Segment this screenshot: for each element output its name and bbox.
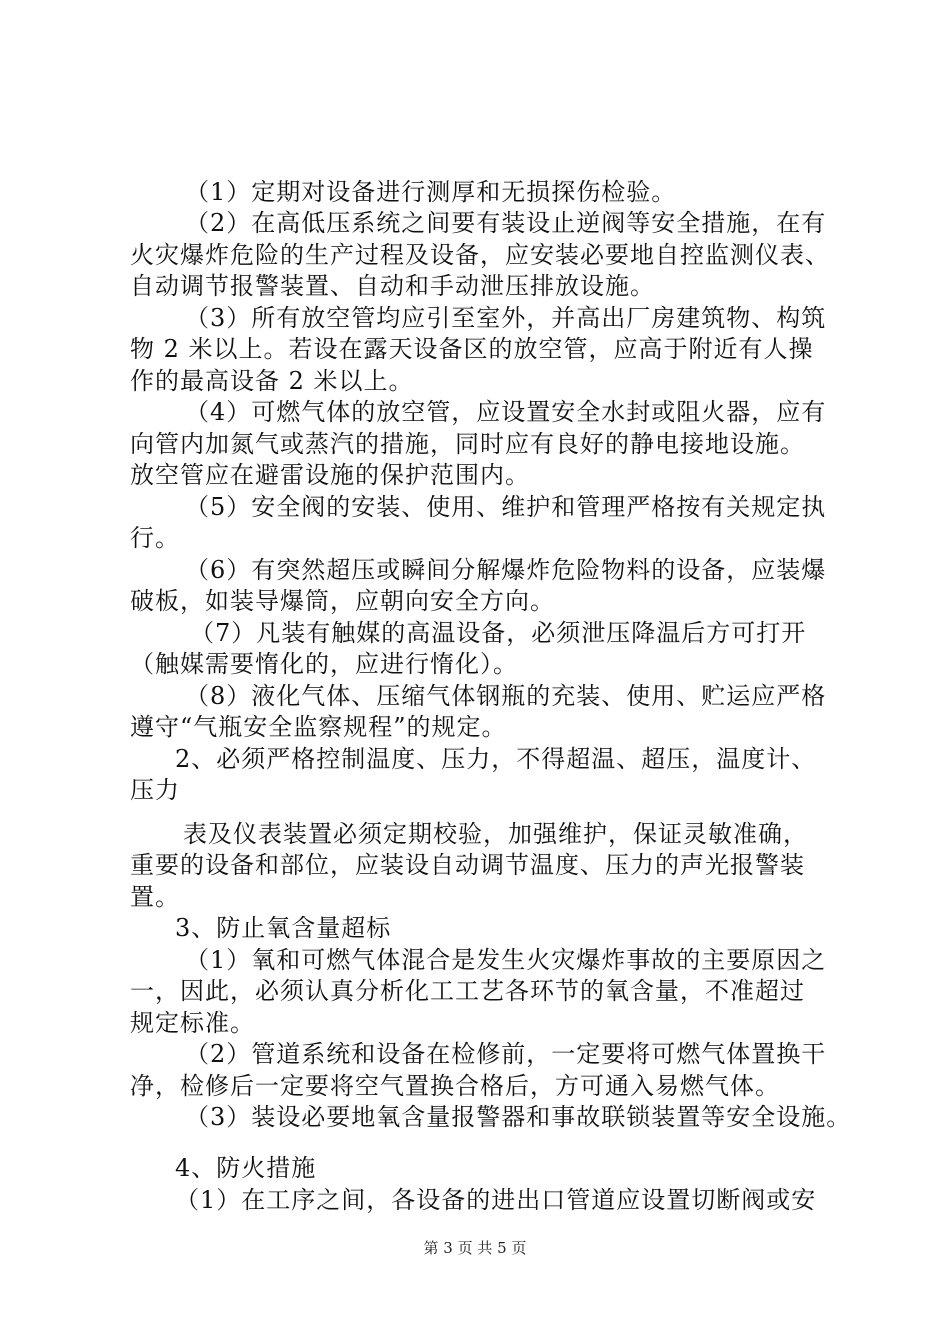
text-line: 遵守“气瓶安全监察规程”的规定。 bbox=[130, 713, 507, 741]
text-line: （2）管道系统和设备在检修前，一定要将可燃气体置换干 bbox=[185, 1040, 827, 1068]
text-line: （1）定期对设备进行测厚和无损探伤检验。 bbox=[185, 178, 677, 206]
text-line: 自动调节报警装置、自动和手动泄压排放设施。 bbox=[130, 272, 655, 300]
text-line: （4）可燃气体的放空管，应设置安全水封或阻火器，应有 bbox=[185, 398, 827, 426]
text-line: （6）有突然超压或瞬间分解爆炸危险物料的设备，应装爆 bbox=[185, 556, 827, 584]
text-line: 重要的设备和部位，应装设自动调节温度、压力的声光报警装 bbox=[130, 851, 805, 879]
text-line: 火灾爆炸危险的生产过程及设备，应安装必要地自控监测仪表、 bbox=[130, 241, 830, 269]
text-line: 净，检修后一定要将空气置换合格后，方可通入易燃气体。 bbox=[130, 1072, 780, 1100]
text-line: 压力 bbox=[130, 776, 180, 804]
text-line: 3、防止氧含量超标 bbox=[175, 914, 392, 942]
text-line: （3）装设必要地氧含量报警器和事故联锁装置等安全设施。 bbox=[185, 1103, 852, 1131]
text-line: 物 2 米以上。若设在露天设备区的放空管，应高于附近有人操 bbox=[130, 335, 814, 363]
text-line: （1）氧和可燃气体混合是发生火灾爆炸事故的主要原因之 bbox=[185, 946, 827, 974]
text-line: （3）所有放空管均应引至室外，并高出厂房建筑物、构筑 bbox=[185, 304, 827, 332]
text-line: （5）安全阀的安装、使用、维护和管理严格按有关规定执 bbox=[185, 493, 827, 521]
page-footer: 第 3 页 共 5 页 bbox=[423, 1239, 527, 1257]
text-line: 一，因此，必须认真分析化工工艺各环节的氧含量，不准超过 bbox=[130, 977, 805, 1005]
text-line: （7）凡装有触媒的高温设备，必须泄压降温后方可打开 bbox=[190, 619, 807, 647]
text-line: 置。 bbox=[130, 883, 180, 911]
text-line: （触媒需要惰化的，应进行惰化）。 bbox=[130, 650, 518, 678]
text-line: 4、防火措施 bbox=[175, 1154, 317, 1182]
text-line: 向管内加氮气或蒸汽的措施，同时应有良好的静电接地设施。 bbox=[130, 430, 805, 458]
text-line: 2、必须严格控制温度、压力，不得超温、超压，温度计、 bbox=[175, 745, 817, 773]
text-line: 行。 bbox=[130, 524, 180, 552]
text-line: 作的最高设备 2 米以上。 bbox=[130, 367, 414, 395]
text-line: 表及仪表装置必须定期校验，加强维护，保证灵敏准确， bbox=[183, 820, 808, 848]
text-line: （1）在工序之间，各设备的进出口管道应设置切断阀或安 bbox=[175, 1186, 817, 1214]
text-line: 破板，如装导爆筒，应朝向安全方向。 bbox=[130, 587, 555, 615]
text-line: 规定标准。 bbox=[130, 1009, 255, 1037]
text-line: 放空管应在避雷设施的保护范围内。 bbox=[130, 461, 530, 489]
text-line: （8）液化气体、压缩气体钢瓶的充装、使用、贮运应严格 bbox=[185, 682, 827, 710]
text-line: （2）在高低压系统之间要有装设止逆阀等安全措施，在有 bbox=[185, 209, 827, 237]
